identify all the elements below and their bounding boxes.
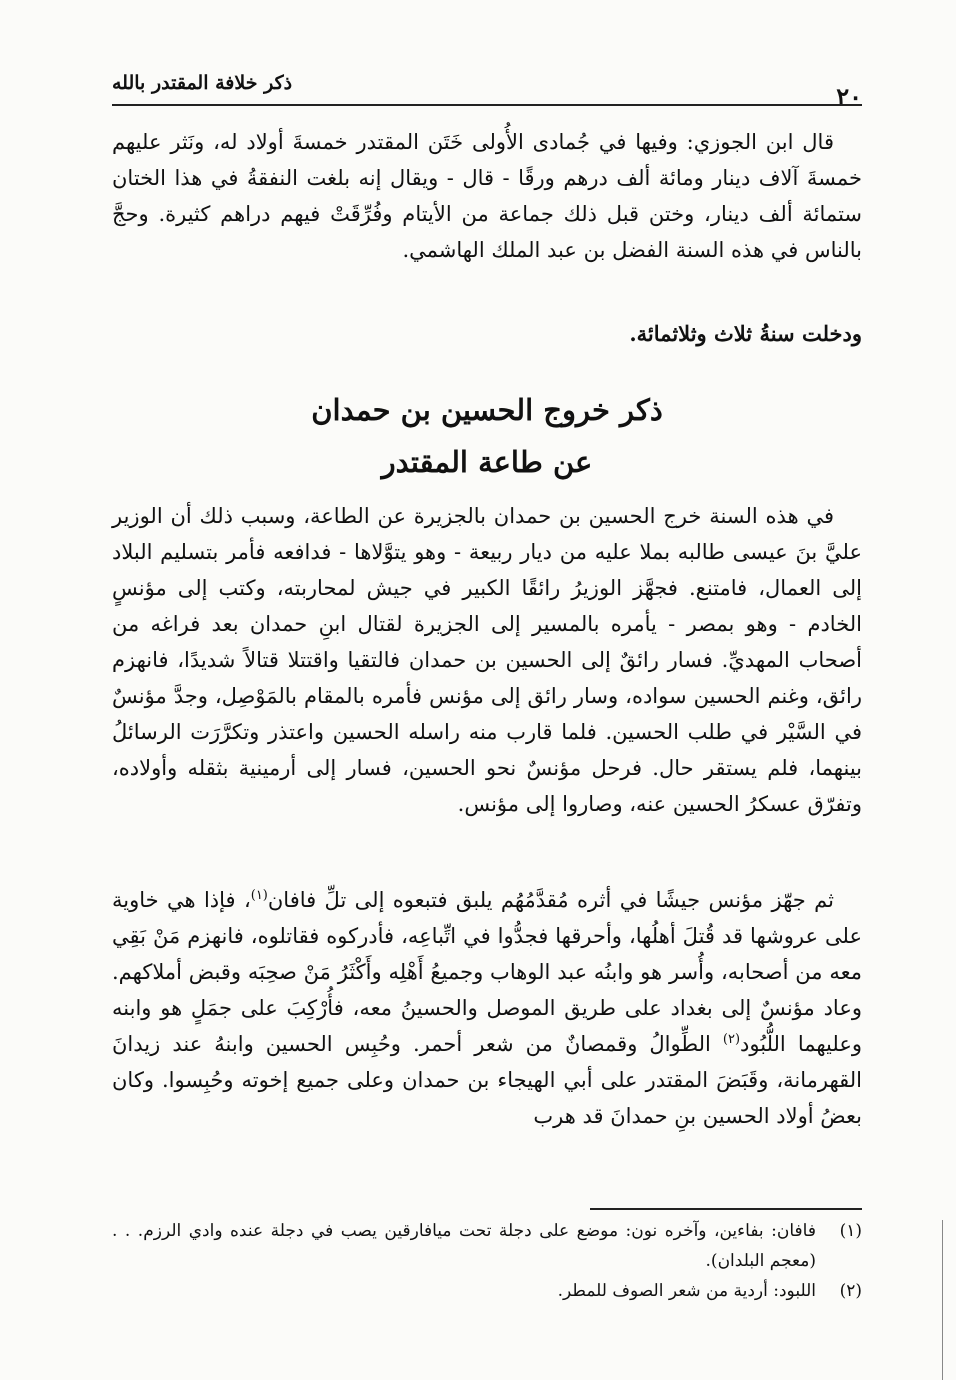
- heading-line-1: ذكر خروج الحسين بن حمدان: [311, 393, 663, 427]
- paragraph-1-text: قال ابن الجوزي: وفيها في جُمادى الأُولى خَتَن المقتدر خمسةَ أولاد له، ونَثر عليهم خمسةَ آلاف دينار ومائة ألف درهم ورقًا - قال - ويقال إنه بلغت النفقةُ في هذا الختان ستمائة ألف دينار، وختن قبل ذلك جماعة من الأيتام وفُرِّقَتْ فيهم دراهم كثيرة. وحجَّ بالناس في هذه السنة الفضل بن عبد الملك الهاشمي.: [112, 130, 862, 262]
- running-title: ذكر خلافة المقتدر بالله: [112, 72, 293, 94]
- footnote-number: (٢): [839, 1281, 862, 1301]
- footnote-1: [112, 1216, 862, 1276]
- footnote-ref-2: (٢): [722, 1032, 741, 1047]
- footnote-ref-1: (١): [250, 888, 268, 903]
- paragraph-2-text: في هذه السنة خرج الحسين بن حمدان بالجزيرة عن الطاعة، وسبب ذلك أن الوزير عليَّ بنَ عيسى طالبه بملا عليه من ديار ربيعة - وهو يتوَّلاها - فدافعه فأمر بتسليم البلاد إلى العمال، فامتنع. فجهَّز الوزيرُ رائقًا الكبير في جيش لمحاربته، وكتب إلى مؤنسٍ الخادم - وهو بمصر - يأمره بالمسير إلى الجزيرة لقتال ابنِ حمدان بعد فراغه من أصحاب المهديِّ. فسار رائقٌ إلى الحسين بن حمدان فالتقيا واقتتلا قتالاً شديدًا، فانهزم رائق، وغنم الحسين سواده، وسار رائق إلى مؤنس فأمره بالمقام بالمَوْصِل، وجدَّ مؤنسٌ في السَّيْر في طلب الحسين. فلما قارب منه راسله الحسين واعتذر وتكرَّرَت الرسائلُ بينهما، فلم يستقر حال. فرحل مؤنسٌ نحو الحسين، فسار إلى أرمينية بثقله وأولاده، وتفرّق عسكرُ الحسين عنه، وصاروا إلى مؤنس.: [112, 504, 862, 816]
- footnote-number: (١): [839, 1221, 862, 1241]
- footnote-text: فافان: بفاءين، وآخره نون: موضع على دجلة تحت ميافارقين يصب في دجلة عنده وادي الرزم. . . (معجم البلدان).: [112, 1221, 816, 1271]
- page-number: ٢٠: [836, 82, 862, 111]
- year-entry: ودخلت سنةُ ثلاث وثلاثمائة.: [629, 321, 862, 346]
- paragraph-3-part-2: ، فإذا هي خاوية على عروشها قد قُتلَ أهلُها، وأحرقها فجدُّوا في اتِّباعِه، فأدركوه فقاتلوه، فانهزم مَنْ بَقِي معه من أصحابه، وأُسر هو وابنُه عبد الوهاب وجميعُ أَهْلِه وأَكْثَرُ مَنْ صحِبَه وقبض أملاكهم. وعاد مؤنسٌ إلى بغداد على طريق الموصل والحسينُ معه، فأُرْكِبَ على جمَلٍ هو وابنه وعليهما اللُّبُود: [112, 888, 863, 1056]
- paragraph-3-part-3: الطِّوالُ وقمصانٌ من شعر أحمر. وحُبِس الحسين وابنهُ عند زيدانَ القهرمانة، وقَبَضَ المقتدر على أبي الهيجاء بن حمدان وعلى جميع إخوته وحُبِسوا. وكان بعضُ أولاد الحسين بنِ حمدانَ قد هرب: [112, 1032, 862, 1128]
- section-heading: [112, 384, 862, 488]
- footnote-rule: [590, 1208, 862, 1210]
- page-header: [112, 68, 862, 111]
- paragraph-3-part-1: ثم جهّز مؤنس جيشًا في أثره مُقدَّمُهُم يلبق فتبعوه إلى تلِّ فافان: [267, 888, 834, 912]
- header-rule: [112, 104, 862, 106]
- heading-line-2: عن طاعة المقتدر: [381, 445, 593, 479]
- paragraph-3: [112, 882, 862, 1134]
- paragraph-2: [112, 498, 862, 822]
- page-edge-line: [942, 1220, 943, 1380]
- footnote-text: اللبود: أردية من شعر الصوف للمطر.: [557, 1281, 816, 1301]
- footnotes: [112, 1216, 862, 1306]
- footnote-2: [112, 1276, 862, 1306]
- paragraph-1: [112, 124, 862, 268]
